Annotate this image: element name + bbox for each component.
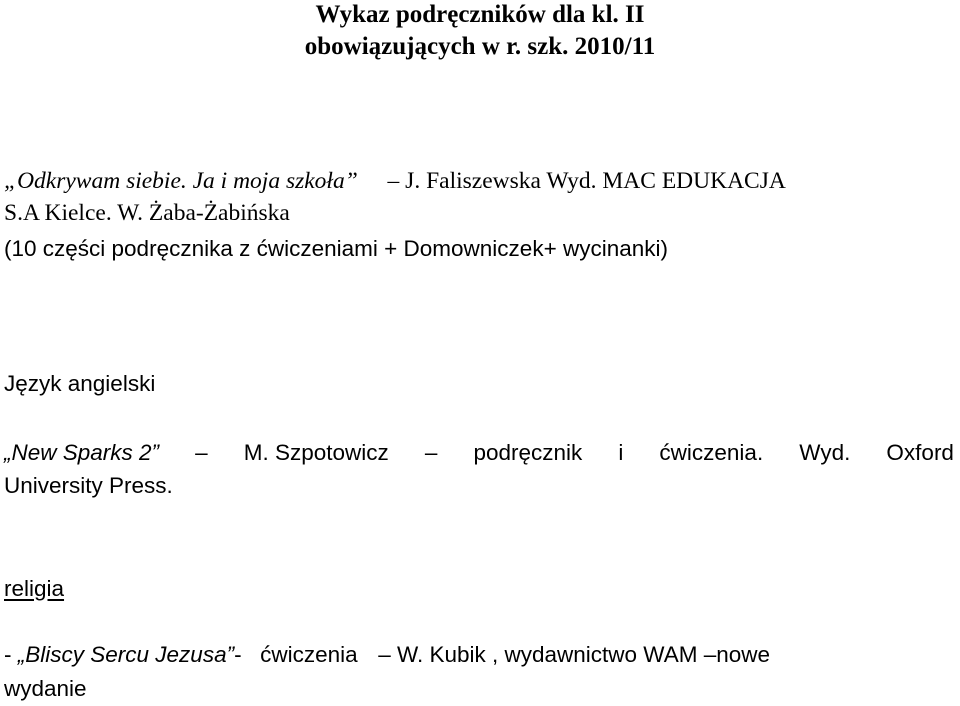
religion-prefix: - [4,642,12,667]
english-desc-word-2: i [618,440,624,465]
religion-desc: ćwiczenia [260,642,358,667]
document-title-line-1: Wykaz podręczników dla kl. II [315,1,645,28]
english-entry-line-1 [4,438,954,468]
religion-publisher: W. Kubik , wydawnictwo WAM –nowe [396,642,771,667]
english-desc-word-3: ćwiczenia. [659,440,764,465]
entry-1-book-title: „Odkrywam siebie. Ja i moja szkoła” [4,168,358,194]
religion-book-title: „Bliscy Sercu Jezusa” [17,642,235,667]
section-heading-english: Język angielski [4,371,156,396]
religion-entry-line-1 [4,640,770,670]
english-book-title: „New Sparks 2” [4,440,160,465]
religion-dash-1: - [234,642,242,667]
entry-1-note: (10 części podręcznika z ćwiczeniami + Domowniczek+ wycinanki) [4,236,668,261]
entry-1-line-1 [4,166,786,196]
english-author: M. Szpotowicz [243,440,389,465]
entry-1-publisher: J. Faliszewska Wyd. MAC EDUKACJA [405,168,786,194]
english-dash-2: – [424,440,438,465]
entry-1-dash: – [387,168,400,194]
english-desc-word-5: Oxford [886,440,954,465]
entry-1-line-2: S.A Kielce. W. Żaba-Żabińska [4,200,290,226]
english-dash-1: – [195,440,208,465]
religion-entry-line-2: wydanie [4,676,87,701]
section-heading-religion: religia [4,576,65,601]
english-desc-word-1: podręcznik [473,440,583,465]
document-title-line-2: obowiązujących w r. szk. 2010/11 [304,33,656,60]
religion-dash-2: – [378,642,391,667]
english-entry-line-2: University Press. [4,473,173,498]
english-desc-word-4: Wyd. [799,440,851,465]
